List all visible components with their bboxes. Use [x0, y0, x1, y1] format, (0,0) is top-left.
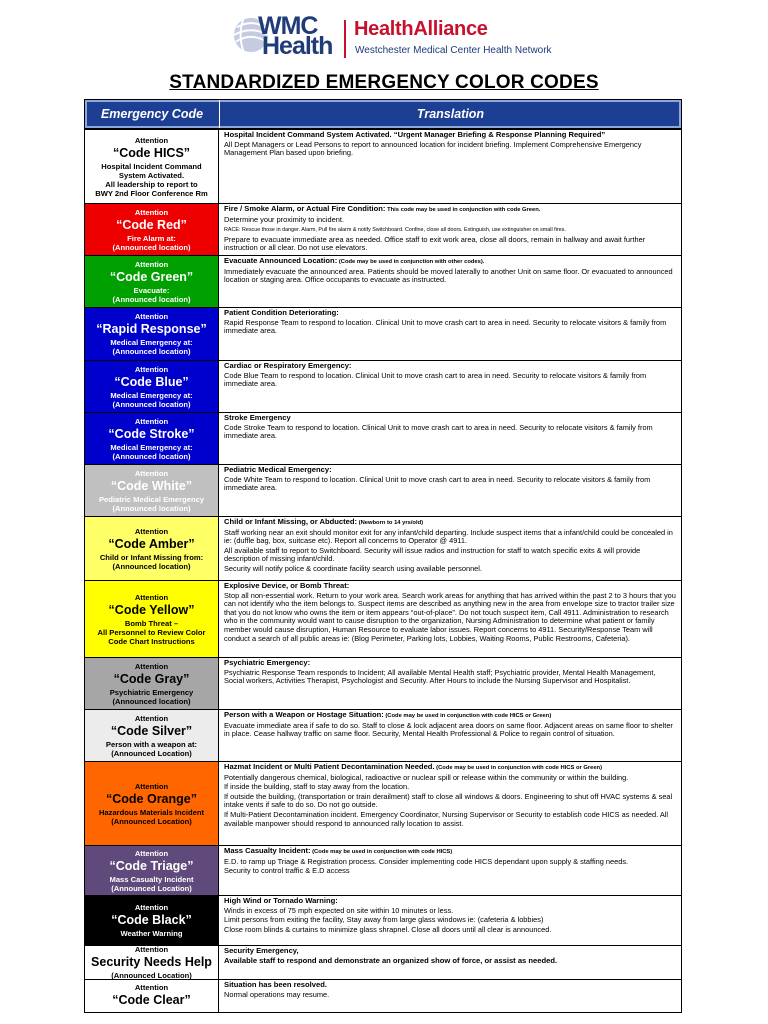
translation-text: All Dept Managers or Lead Persons to report to announced location for incident briefing. Implement Comprehensive Emergency Management Plan based upon briefing. — [224, 139, 642, 158]
code-name: “Code Orange” — [106, 791, 197, 806]
table-row — [85, 896, 681, 946]
translation-cell — [219, 658, 681, 709]
table-header — [85, 100, 681, 130]
code-line: (Announced Location) — [111, 816, 192, 826]
translation-text: Security to control traffic & E.D access — [224, 866, 350, 876]
code-cell — [85, 256, 219, 307]
table-row — [85, 465, 681, 517]
code-line: Medical Emergency at: — [110, 442, 193, 452]
translation-heading: Cardiac or Respiratory Emergency: — [224, 361, 352, 370]
translation-note: (Code may be used in conjunction with code HICS or Green) — [383, 713, 552, 719]
code-line: Attention — [134, 364, 169, 374]
code-cell — [85, 980, 219, 1012]
network-subtitle: Westchester Medical Center Health Network — [355, 45, 552, 56]
code-line: Attention — [134, 526, 169, 536]
translation-heading: Mass Casualty Incident: — [224, 846, 311, 855]
code-line: BWY 2nd Floor Conference Rm — [95, 188, 208, 198]
translation-note: (Code may be used in conjunction with code HICS) — [310, 849, 453, 855]
translation-text: Immediately evacuate the announced area. Patients should be moved laterally to another Unit on same floor. Or evacuated to announced location or staging area. Office occupants to evacuate as instructed. — [224, 266, 673, 285]
health-text: Health — [262, 32, 333, 60]
code-line: Hospital Incident Command System Activated. — [101, 161, 202, 180]
translation-text: Psychiatric Response Team responds to Incident; All available Mental Health staff; Psychiatric provider, Mental Health Management, Social workers, Activities Therapist, Psychologist and Security. After Hours to include the Nursing Supervisor and Hospitalist. — [224, 667, 656, 686]
translation-text: Determine your proximity to incident. — [224, 214, 344, 224]
table-row — [85, 204, 681, 256]
table-row — [85, 517, 681, 581]
table-row — [85, 658, 681, 710]
code-cell — [85, 308, 219, 360]
translation-text: Staff working near an exit should monitor exit for any infant/child departing. Include suspect items that a infant/child could be concealed in ie: (duffle bag, box, suitcase etc). Report all concerns to Operator @ 4911. — [224, 527, 673, 546]
code-line: Mass Casualty Incident — [109, 874, 194, 884]
header-emergency-code: Emergency Code — [85, 100, 220, 128]
code-cell — [85, 710, 219, 761]
code-line: (Announced location) — [112, 561, 191, 571]
logo-divider — [344, 20, 346, 58]
table-row — [85, 130, 681, 204]
translation-heading: Explosive Device, or Bomb Threat: — [224, 581, 350, 590]
translation-heading: Psychiatric Emergency: — [224, 658, 311, 667]
code-line: Attention — [134, 713, 169, 723]
code-name: “Code HICS” — [112, 145, 191, 160]
header-logos — [0, 0, 768, 66]
code-name: “Code Silver” — [110, 723, 193, 738]
code-line: All Personnel to Review Color Code Chart Instructions — [97, 627, 206, 646]
translation-cell — [219, 980, 681, 1012]
code-cell — [85, 896, 219, 945]
translation-text: Security will notify police & coordinate facility search using available personnel. — [224, 563, 482, 573]
code-line: Bomb Threat – — [124, 618, 179, 628]
code-line: Attention — [134, 903, 169, 912]
table-row — [85, 762, 681, 846]
code-line: All leadership to report to — [105, 179, 198, 189]
translation-text: Code White Team to respond to location. Clinical Unit to move crash cart to area in need. Security to relocate visitors & family from immediate area. — [224, 474, 651, 493]
table-row — [85, 308, 681, 361]
translation-cell — [219, 710, 681, 761]
translation-note: (Code may be used in conjunction with code HICS or Green) — [434, 765, 603, 771]
code-cell — [85, 658, 219, 709]
code-name: Security Needs Help — [91, 955, 212, 969]
code-line: (Announced Location) — [111, 748, 192, 758]
code-cell — [85, 581, 219, 657]
translation-text: E.D. to ramp up Triage & Registration process. Consider implementing code HICS dependant upon supply & staffing needs. — [224, 856, 629, 866]
translation-text: If inside the building, staff to stay away from the location. — [224, 782, 410, 792]
code-cell — [85, 465, 219, 516]
translation-text: If outside the building, (transportation or train derailment) staff to close all windows & doors. Engineering to shut off HVAC systems & seal intake vents if safe to do so. Do not go outside. — [224, 791, 673, 810]
code-line: Attention — [134, 781, 169, 791]
code-cell — [85, 946, 219, 979]
translation-cell — [219, 204, 681, 255]
translation-heading: Patient Condition Deteriorating: — [224, 308, 339, 317]
code-line: Attention — [134, 848, 169, 858]
code-name: “Code Black” — [111, 913, 192, 927]
translation-text: Close room blinds & curtains to minimize glass shrapnel. Close all doors until all clear is announced. — [224, 924, 552, 934]
code-name: “Code Blue” — [114, 374, 189, 389]
translation-cell — [219, 413, 681, 464]
code-name: “Rapid Response” — [96, 322, 207, 336]
code-line: Person with a weapon at: — [105, 739, 198, 749]
code-line: Attention — [134, 661, 169, 671]
translation-heading: Fire / Smoke Alarm, or Actual Fire Condition: — [224, 204, 386, 213]
translation-heading: High Wind or Tornado Warning: — [224, 896, 338, 905]
code-line: Attention — [134, 259, 169, 269]
code-name: “Code Green” — [109, 269, 194, 284]
table-row — [85, 256, 681, 308]
translation-text: Code Blue Team to respond to location. Clinical Unit to move crash cart to area in need. Security to relocate visitors & family from immediate area. — [224, 370, 647, 389]
code-cell — [85, 361, 219, 412]
code-name: “Code Yellow” — [108, 602, 195, 617]
translation-cell — [219, 846, 681, 895]
translation-heading: Available staff to respond and demonstrate an organized show of force, or assist as needed. — [224, 955, 558, 965]
color-codes-table — [84, 99, 682, 1013]
code-line: (Announced location) — [112, 347, 191, 356]
translation-text: Prepare to evacuate immediate area as needed. Office staff to exit work area, close all doors, remain in hallway and await further instruction or all clear. Do not use elevators. — [224, 234, 646, 253]
translation-cell — [219, 946, 681, 979]
code-line: Fire Alarm at: — [127, 233, 176, 243]
translation-cell — [219, 130, 681, 203]
translation-heading: “Urgent Manager Briefing & Response Planning Required” — [391, 130, 606, 139]
translation-heading: Stroke Emergency — [224, 413, 291, 422]
code-line: Pediatric Medical Emergency — [98, 494, 205, 504]
translation-text: Limit persons from exiting the facility, Stay away from large glass windows ie: (cafeteria & lobbies) — [224, 915, 544, 925]
translation-heading: Hospital Incident Command System Activated. — [224, 130, 392, 139]
translation-text: Rapid Response Team to respond to location. Clinical Unit to move crash cart to area in need. Security to relocate visitors & family from immediate area. — [224, 317, 667, 336]
translation-note: (Newborn to 14 yrs/old) — [357, 520, 424, 526]
translation-heading: Person with a Weapon or Hostage Situation: — [224, 710, 384, 719]
table-row — [85, 361, 681, 413]
translation-note: (Code may be used in conjunction with other codes). — [337, 259, 485, 265]
code-cell — [85, 130, 219, 203]
code-line: (Announced location) — [112, 242, 191, 252]
translation-cell — [219, 517, 681, 580]
translation-text: Code Stroke Team to respond to location. Clinical Unit to move crash cart to area in need. Security to relocate visitors & family from immediate area. — [224, 422, 653, 441]
code-cell — [85, 413, 219, 464]
code-line: Psychiatric Emergency — [109, 687, 194, 697]
table-row — [85, 710, 681, 762]
code-line: Medical Emergency at: — [110, 338, 193, 347]
code-line: Attention — [134, 416, 169, 426]
translation-note: This code may be used in conjunction with code Green. — [385, 207, 541, 213]
code-line: (Announced Location) — [111, 971, 192, 980]
code-name: “Code Gray” — [113, 671, 190, 686]
translation-text: If Multi-Patient Decontamination incident. Emergency Coordinator, Nursing Supervisor or Security to establish code HICS as needed. All available manpower should respond to announced rally location to assist. — [224, 809, 669, 828]
translation-text: Winds in excess of 75 mph expected on site within 10 minutes or less. — [224, 905, 454, 915]
code-cell — [85, 762, 219, 845]
code-name: “Code White” — [110, 478, 193, 493]
table-row — [85, 846, 681, 896]
translation-text: Normal operations may resume. — [224, 989, 330, 999]
translation-heading: Situation has been resolved. — [224, 980, 327, 989]
translation-cell — [219, 896, 681, 945]
translation-text: Stop all non-essential work. Return to your work area. Search work areas for anything that has arrived within the past 2 to 3 hours that you can not identify who the item belongs to. Suspect items are described as anything new in the area from envelope size to tractor trailer size that you do not know who owns the item or item appears “out-of-place”. Do not touch suspect item, Call 4911. Administration to research who in the community would want to cause disruption to the organization, Nursing Administration to determine what patient or family member would cause disruption, Human Resource to evaluate labor issues. Report concerns to 4911. Security/Response Team will conduct a search of all public areas ie: (Blog Perimeter, Parking lots, Lobbies, Waiting Rooms, Public Restrooms, Cafeteria). — [224, 590, 676, 643]
header-translation: Translation — [416, 107, 485, 121]
translation-cell — [219, 361, 681, 412]
translation-heading: Hazmat Incident or Multi Patient Decontamination Needed. — [224, 762, 435, 771]
code-line: (Announced location) — [112, 294, 191, 304]
code-line: Attention — [134, 468, 169, 478]
code-line: Attention — [134, 592, 169, 602]
code-name: “Code Triage” — [109, 858, 194, 873]
code-line: Evacuate: — [133, 285, 170, 295]
translation-cell — [219, 308, 681, 360]
code-line: (Announced location) — [112, 696, 191, 706]
page-title: STANDARDIZED EMERGENCY COLOR CODES — [169, 72, 599, 93]
code-line: Hazardous Materials Incident — [98, 807, 205, 817]
code-cell — [85, 204, 219, 255]
translation-heading: Evacuate Announced Location: — [224, 256, 338, 265]
code-line: Attention — [134, 946, 169, 954]
translation-text: Evacuate immediate area if safe to do so. Staff to close & lock adjacent area doors on same floor. Adjacent areas on same floor to shelter in place. Cease hallway traffic on same floor. Security, Mental Health Professional & Police to regain control of situation. — [224, 720, 673, 739]
translation-cell — [219, 256, 681, 307]
code-cell — [85, 846, 219, 895]
healthalliance-logo-text: HealthAlliance — [354, 18, 488, 40]
translation-cell — [219, 465, 681, 516]
code-line: Child or Infant Missing from: — [99, 552, 204, 562]
code-line: Attention — [134, 135, 169, 145]
code-name: “Code Amber” — [108, 536, 195, 551]
table-row — [85, 413, 681, 465]
code-cell — [85, 517, 219, 580]
code-name: “Code Clear” — [112, 993, 191, 1007]
table-row — [85, 581, 681, 658]
code-line: (Announced location) — [112, 451, 191, 461]
table-row — [85, 980, 681, 1012]
translation-cell — [219, 762, 681, 845]
code-line: Attention — [134, 312, 169, 321]
translation-cell — [219, 581, 681, 657]
code-line: (Announced location) — [112, 399, 191, 409]
translation-heading: Security Emergency, — [224, 946, 299, 955]
code-line: Medical Emergency at: — [110, 390, 193, 400]
table-row — [85, 946, 681, 980]
translation-text: All available staff to report to Switchboard. Security will issue radios and instruction for staff to watch specific exits & will provide description of missing infant/child. — [224, 545, 641, 564]
code-line: Attention — [134, 983, 169, 992]
code-line: Attention — [134, 207, 169, 217]
translation-text: RACE: Rescue those in danger. Alarm, Pull fire alarm & notify Switchboard. Confine, close all doors. Extinguish, use extinguisher on small fires. — [224, 227, 566, 234]
translation-text: Potentially dangerous chemical, biological, radioactive or nuclear spill or release within the community or within the building. — [224, 772, 629, 782]
translation-heading: Pediatric Medical Emergency: — [224, 465, 332, 474]
table-body — [85, 130, 681, 1012]
code-name: “Code Stroke” — [108, 426, 195, 441]
wmc-health-logo — [232, 14, 336, 58]
code-line: (Announced location) — [112, 503, 191, 513]
code-line: (Announced Location) — [111, 883, 192, 893]
translation-heading: Child or Infant Missing, or Abducted: — [224, 517, 358, 526]
code-line: Weather Warning — [120, 929, 183, 938]
code-name: “Code Red” — [116, 217, 187, 232]
wmc-text: WMC — [258, 12, 318, 40]
